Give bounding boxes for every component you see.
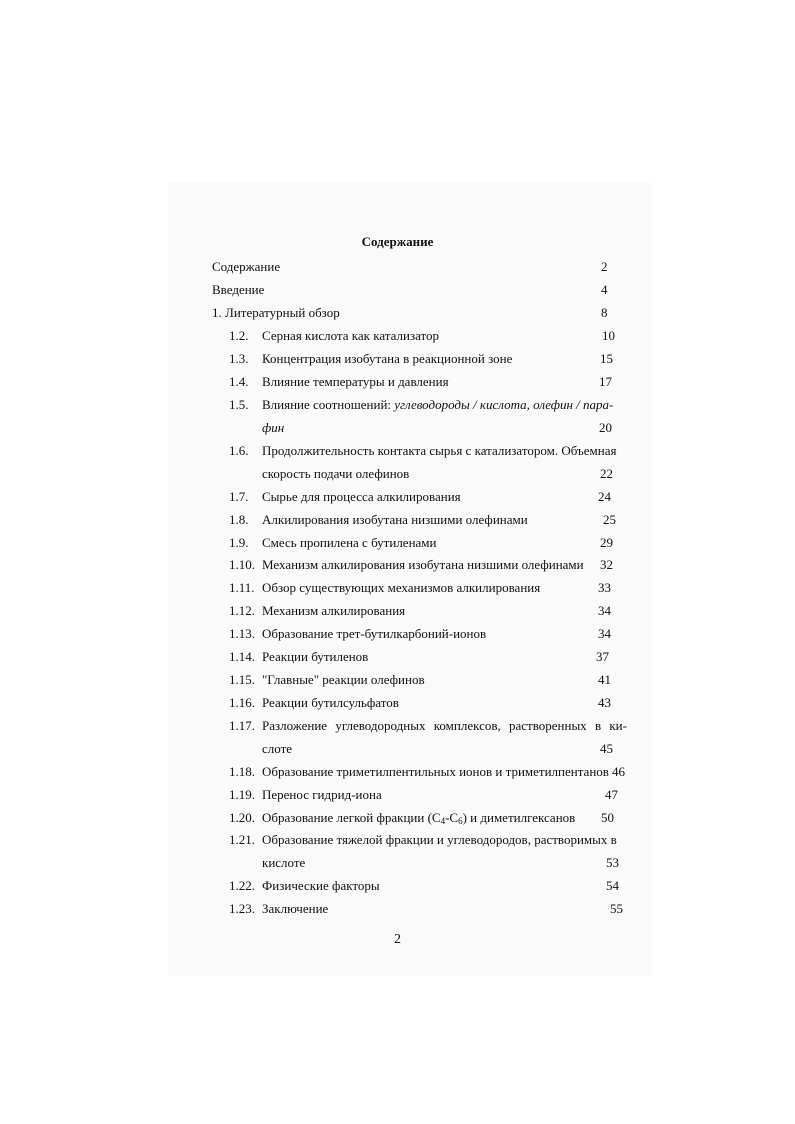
toc-entry-page: 54	[606, 878, 619, 893]
toc-entry-word: комплексов,	[433, 718, 501, 733]
toc-entry-label: "Главные" реакции олефинов	[262, 672, 425, 687]
subscript: 6	[458, 816, 463, 826]
toc-entry-label: Введение	[212, 282, 265, 297]
toc-entry-label: Механизм алкилирования	[262, 603, 406, 618]
toc-entry-number: 1.4.	[229, 374, 249, 389]
toc-entry-page: 15	[600, 351, 613, 366]
toc-entry-label: Реакции бутилсульфатов	[262, 695, 399, 710]
toc-entry-label: Сырье для процесса алкилирования	[262, 489, 461, 504]
toc-entry-page: 43	[598, 695, 611, 710]
toc-entry-label: Реакции бутиленов	[262, 649, 369, 664]
toc-entry-number: 1.11.	[229, 580, 255, 595]
toc-entry-page: 8	[601, 305, 608, 320]
toc-entry-number: 1.12.	[229, 603, 255, 618]
toc-entry-label: 1. Литературный обзор	[212, 305, 340, 320]
toc-entry-label: Алкилирования изобутана низшими олефинами	[262, 512, 528, 527]
toc-entry-number: 1.9.	[229, 535, 249, 550]
toc-entry-number: 1.19.	[229, 787, 255, 802]
toc-entry-page: 32	[600, 557, 613, 572]
toc-entry-number: 1.18.	[229, 764, 255, 779]
toc-entry-page: 20	[599, 420, 612, 435]
toc-entry-number: 1.6.	[229, 443, 249, 458]
toc-entry-label: скорость подачи олефинов	[262, 466, 410, 481]
toc-entry-label: слоте	[262, 741, 293, 756]
toc-entry-page: 4	[601, 282, 608, 297]
toc-entry-page: 45	[600, 741, 613, 756]
toc-entry-label	[262, 810, 575, 826]
toc-entry-page: 2	[601, 259, 608, 274]
toc-entry-number: 1.10.	[229, 557, 255, 572]
toc-entry-label: Образование триметилпентильных ионов и триметилпентанов	[262, 764, 609, 779]
toc-entry-word: Разложение	[262, 718, 328, 733]
toc-entry-label: Серная кислота как катализатор	[262, 328, 440, 343]
toc-entry-label	[262, 718, 627, 734]
toc-entry-word: ки-	[609, 718, 627, 733]
toc-entry-number: 1.16.	[229, 695, 255, 710]
toc-entry-page: 53	[606, 855, 619, 870]
toc-entry-number: 1.21.	[229, 832, 255, 847]
toc-entry-label: Механизм алкилирования изобутана низшими олефинами	[262, 557, 584, 572]
toc-entry-page: 33	[598, 580, 611, 595]
toc-entry-page: 17	[599, 374, 612, 389]
page-number: 2	[394, 932, 401, 947]
toc-entry-number: 1.23.	[229, 901, 255, 916]
toc-entry-page: 10	[602, 328, 615, 343]
toc-entry-page: 34	[598, 626, 611, 641]
toc-entry-label-part: ) и диметилгексанов	[462, 810, 576, 825]
toc-entry-label: Заключение	[262, 901, 329, 916]
toc-entry-number: 1.15.	[229, 672, 255, 687]
toc-entry-label-italic: фин	[262, 420, 285, 435]
toc-entry-number: 1.20.	[229, 810, 255, 825]
toc-entry-label-part: -C	[445, 810, 459, 825]
toc-entry-page: 47	[605, 787, 618, 802]
toc-entry-label: Смесь пропилена с бутиленами	[262, 535, 437, 550]
toc-entry-page: 34	[598, 603, 611, 618]
toc-entry-page: 46	[612, 764, 625, 779]
toc-entry-page: 37	[596, 649, 609, 664]
toc-entry-word: углеводородных	[335, 718, 426, 733]
toc-entry-page: 41	[598, 672, 611, 687]
toc-entry-label: Обзор существующих механизмов алкилирования	[262, 580, 541, 595]
toc-entry-number: 1.3.	[229, 351, 249, 366]
toc-entry-label-plain: Влияние соотношений:	[262, 397, 392, 412]
toc-entry-page: 22	[600, 466, 613, 481]
toc-entry-page: 24	[598, 489, 611, 504]
toc-entry-label: Влияние температуры и давления	[262, 374, 449, 389]
toc-entry-label	[262, 397, 613, 413]
toc-entry-label-italic: углеводороды / кислота, олефин / пара-	[394, 397, 614, 412]
toc-entry-label: Перенос гидрид-иона	[262, 787, 382, 802]
toc-entry-page: 50	[601, 810, 614, 825]
toc-entry-page: 55	[610, 901, 623, 916]
toc-entry-page: 29	[600, 535, 613, 550]
toc-entry-word: в	[594, 718, 602, 733]
toc-entry-label: Содержание	[212, 259, 281, 274]
toc-entry-word: растворенных	[508, 718, 587, 733]
toc-entry-label: Физические факторы	[262, 878, 380, 893]
toc-entry-label-part: Образование легкой фракции (C	[262, 810, 441, 825]
toc-entry-page: 25	[603, 512, 616, 527]
toc-entry-number: 1.22.	[229, 878, 255, 893]
toc-entry-number: 1.8.	[229, 512, 249, 527]
subscript: 4	[440, 816, 446, 826]
toc-entry-number: 1.14.	[229, 649, 255, 664]
toc-entry-number: 1.13.	[229, 626, 255, 641]
toc-entry-label: Концентрация изобутана в реакционной зоне	[262, 351, 513, 366]
toc-entry-label: Продолжительность контакта сырья с катализатором. Объемная	[262, 443, 617, 458]
page-title: Содержание	[361, 234, 434, 249]
toc-entry-label: кислоте	[262, 855, 306, 870]
toc-entry-number: 1.5.	[229, 397, 249, 412]
toc-entry-number: 1.17.	[229, 718, 255, 733]
toc-entry-number: 1.2.	[229, 328, 249, 343]
toc-entry-label: Образование тяжелой фракции и углеводородов, растворимых в	[262, 832, 617, 847]
toc-entry-number: 1.7.	[229, 489, 249, 504]
toc-entry-label: Образование трет-бутилкарбоний-ионов	[262, 626, 487, 641]
